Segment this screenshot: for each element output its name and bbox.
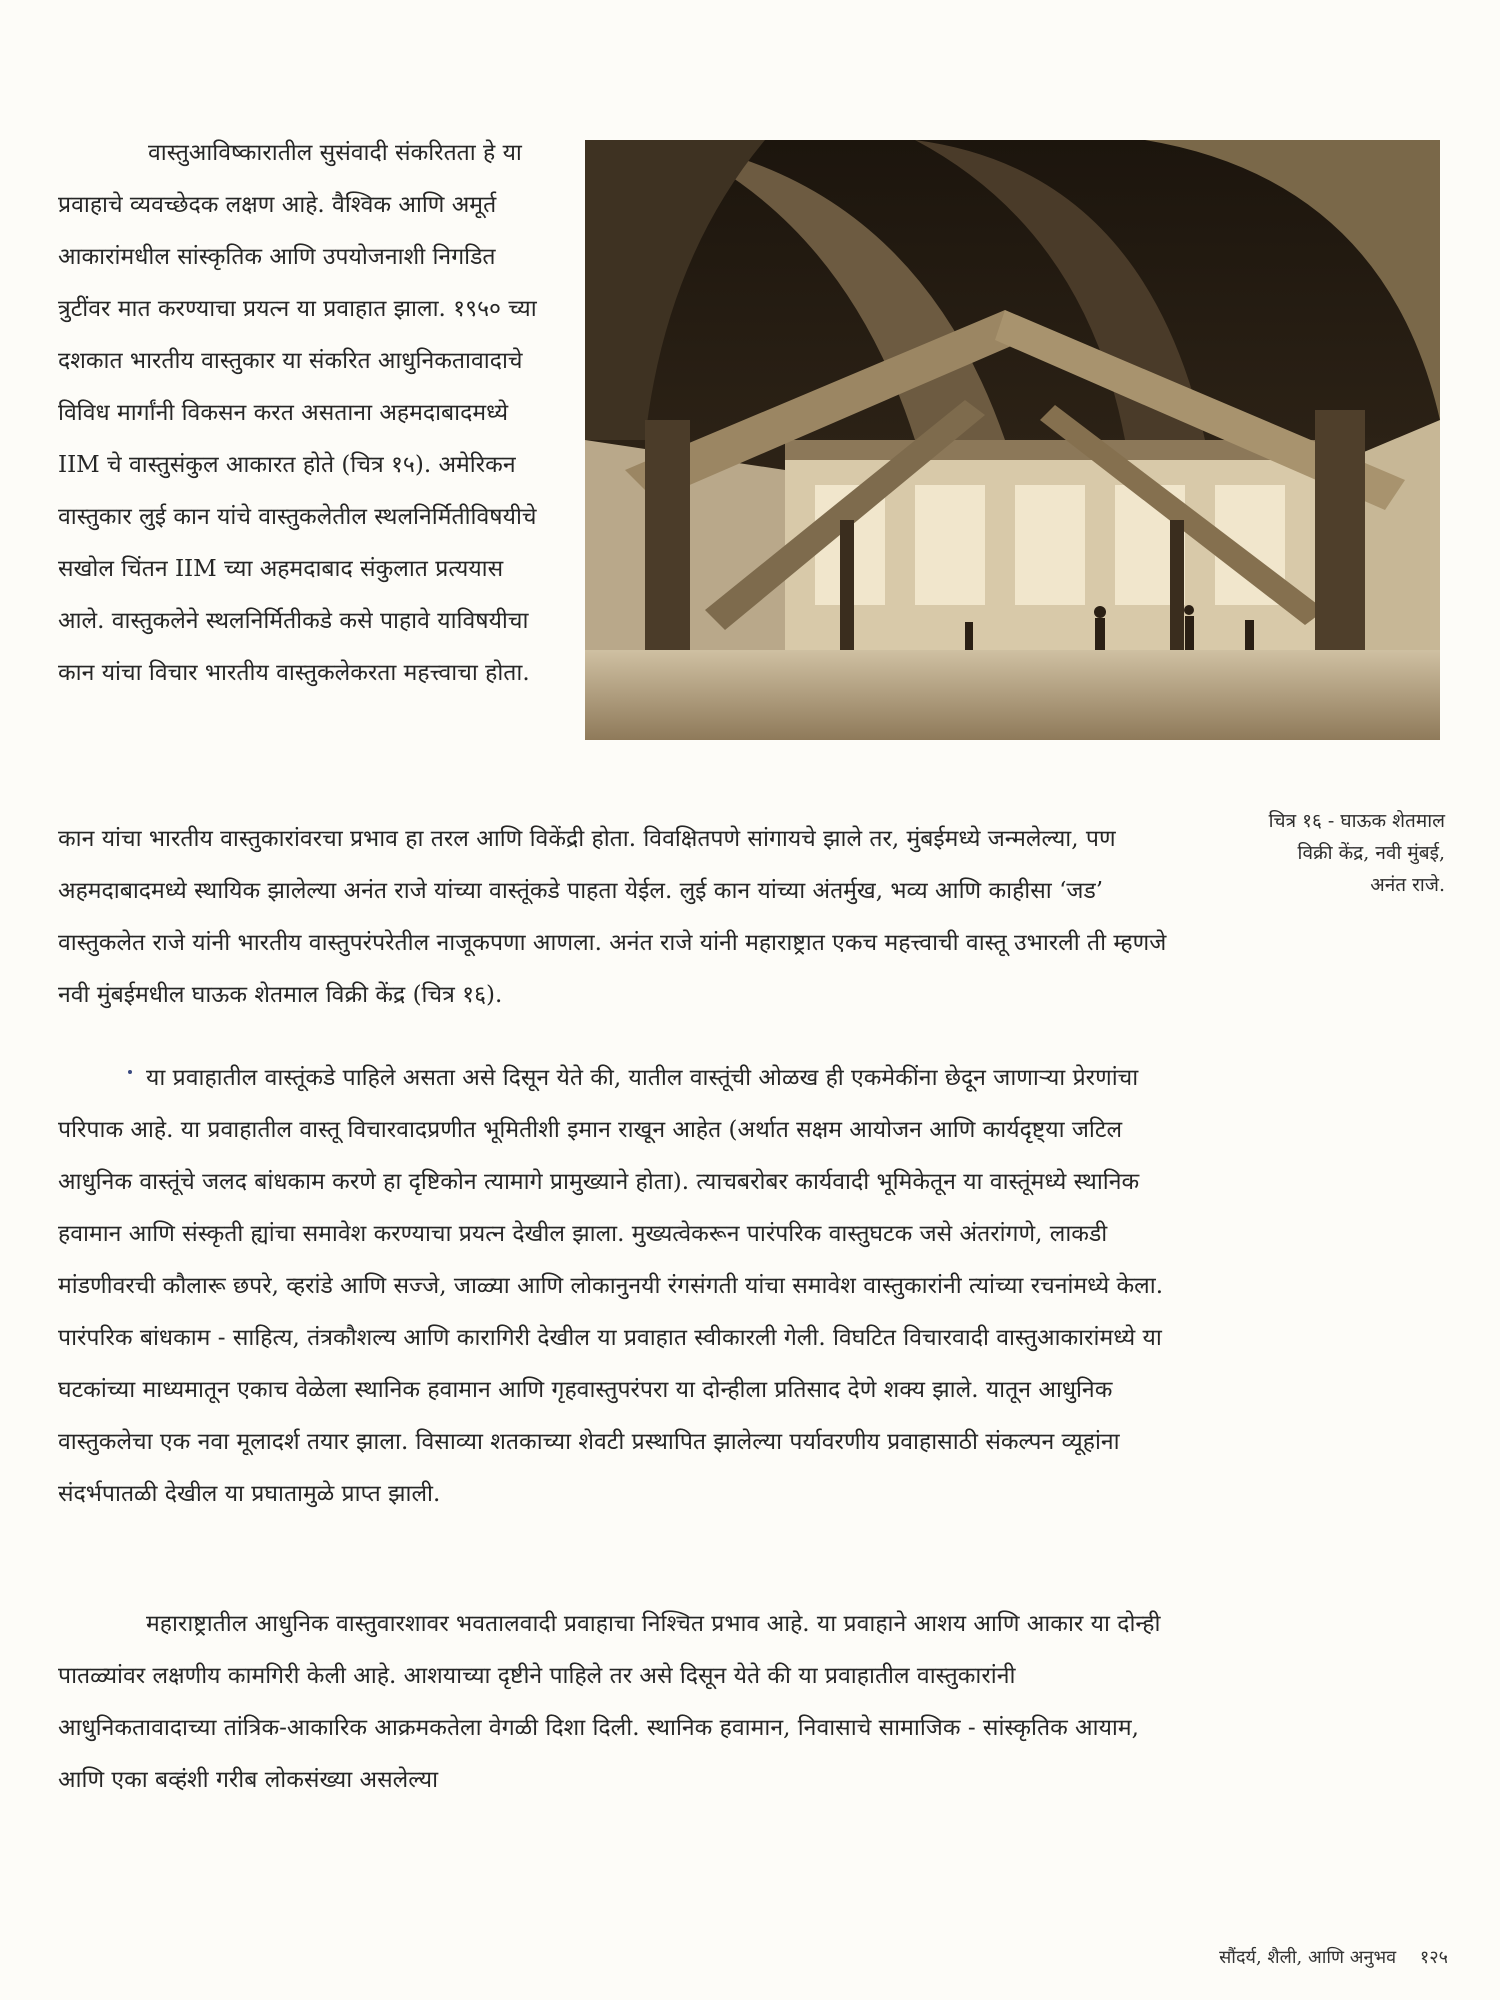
caption-line-1: चित्र १६ - घाऊक शेतमाल bbox=[1268, 810, 1445, 832]
figure-16-photo bbox=[585, 140, 1440, 740]
page-footer bbox=[1219, 1945, 1448, 1969]
caption-line-3: अनंत राजे. bbox=[1370, 874, 1445, 896]
footer-title: सौंदर्य, शैली, आणि अनुभव bbox=[1219, 1947, 1397, 1968]
figure-16-caption bbox=[1200, 805, 1445, 901]
page-number: १२५ bbox=[1419, 1947, 1448, 1968]
paragraph-kahn-influence: कान यांचा भारतीय वास्तुकारांवरचा प्रभाव हा तरल आणि विकेंद्री होता. विवक्षितपणे सांगायचे झाले तर, मुंबईमध्ये जन्मलेल्या, पण अहमदाबादमध्ये स्थायिक झालेल्या अनंत राजे यांच्या वास्तूंकडे पाहता येईल. लुई कान यांच्या अंतर्मुख, भव्य आणि काहीसा ‘जड’ वास्तुकलेत राजे यांनी भारतीय वास्तुपरंपरेतील नाजूकपणा आणला. अनंत राजे यांनी महाराष्ट्रात एकच महत्त्वाची वास्तू उभारली ती म्हणजे नवी मुंबईमधील घाऊक शेतमाल विक्री केंद्र (चित्र १६). bbox=[58, 826, 1167, 1008]
paragraph-maharashtra-heritage: महाराष्ट्रातील आधुनिक वास्तुवारशावर भवतालवादी प्रवाहाचा निश्चित प्रभाव आहे. या प्रवाहाने आशय आणि आकार या दोन्ही पातळ्यांवर लक्षणीय कामगिरी केली आहे. आशयाच्या दृष्टीने पाहिले तर असे दिसून येते की या प्रवाहातील वास्तुकारांनी आधुनिकतावादाच्या तांत्रिक-आकारिक आक्रमकतेला वेगळी दिशा दिली. स्थानिक हवामान, निवासाचे सामाजिक - सांस्कृतिक आयाम, आणि एका बव्हंशी गरीब लोकसंख्या असलेल्या bbox=[58, 1611, 1161, 1793]
paragraph-intro: वास्तुआविष्कारातील सुसंवादी संकरितता हे या प्रवाहाचे व्यवच्छेदक लक्षण आहे. वैश्विक आणि अमूर्त आकारांमधील सांस्कृतिक आणि उपयोजनाशी निगडित त्रुटींवर मात करण्याचा प्रयत्न या प्रवाहात झाला. १९५० च्या दशकात भारतीय वास्तुकार या संकरित आधुनिकतावादाचे विविध मार्गांनी विकसन करत असताना अहमदाबादमध्ये IIM चे वास्तुसंकुल आकारत होते (चित्र १५). अमेरिकन वास्तुकार लुई कान यांचे वास्तुकलेतील स्थलनिर्मितीविषयीचे सखोल चिंतन IIM च्या अहमदाबाद संकुलात प्रत्ययास आले. वास्तुकलेने स्थलनिर्मितीकडे कसे पाहावे याविषयीचा कान यांचा विचार भारतीय वास्तुकलेकरता महत्त्वाचा होता. bbox=[58, 140, 537, 686]
paragraph-hybrid-modernism: या प्रवाहातील वास्तूंकडे पाहिले असता असे दिसून येते की, यातील वास्तूंची ओळख ही एकमेकींना छेदून जाणाऱ्या प्रेरणांचा परिपाक आहे. या प्रवाहातील वास्तू विचारवादप्रणीत भूमितीशी इमान राखून आहेत (अर्थात सक्षम आयोजन आणि कार्यदृष्ट्या जटिल आधुनिक वास्तूंचे जलद बांधकाम करणे हा दृष्टिकोन त्यामागे प्रामुख्याने होता). त्याचबरोबर कार्यवादी भूमिकेतून या वास्तूंमध्ये स्थानिक हवामान आणि संस्कृती ह्यांचा समावेश करण्याचा प्रयत्न देखील झाला. मुख्यत्वेकरून पारंपरिक वास्तुघटक जसे अंतरांगणे, लाकडी मांडणीवरची कौलारू छपरे, व्हरांडे आणि सज्जे, जाळ्या आणि लोकानुनयी रंगसंगती यांचा समावेश वास्तुकारांनी त्यांच्या रचनांमध्ये केला. पारंपरिक बांधकाम - साहित्य, तंत्रकौशल्य आणि कारागिरी देखील या प्रवाहात स्वीकारली गेली. विघटित विचारवादी वास्तुआकारांमध्ये या घटकांच्या माध्यमातून एकाच वेळेला स्थानिक हवामान आणि गृहवास्तुपरंपरा या दोन्हीला प्रतिसाद देणे शक्य झाले. यातून आधुनिक वास्तुकलेचा एक नवा मूलादर्श तयार झाला. विसाव्या शतकाच्या शेवटी प्रस्थापित झालेल्या पर्यावरणीय प्रवाहासाठी संकल्पन व्यूहांना संदर्भपातळी देखील या प्रघातामुळे प्राप्त झाली. bbox=[58, 1065, 1164, 1507]
caption-line-2: विक्री केंद्र, नवी मुंबई, bbox=[1297, 842, 1445, 864]
